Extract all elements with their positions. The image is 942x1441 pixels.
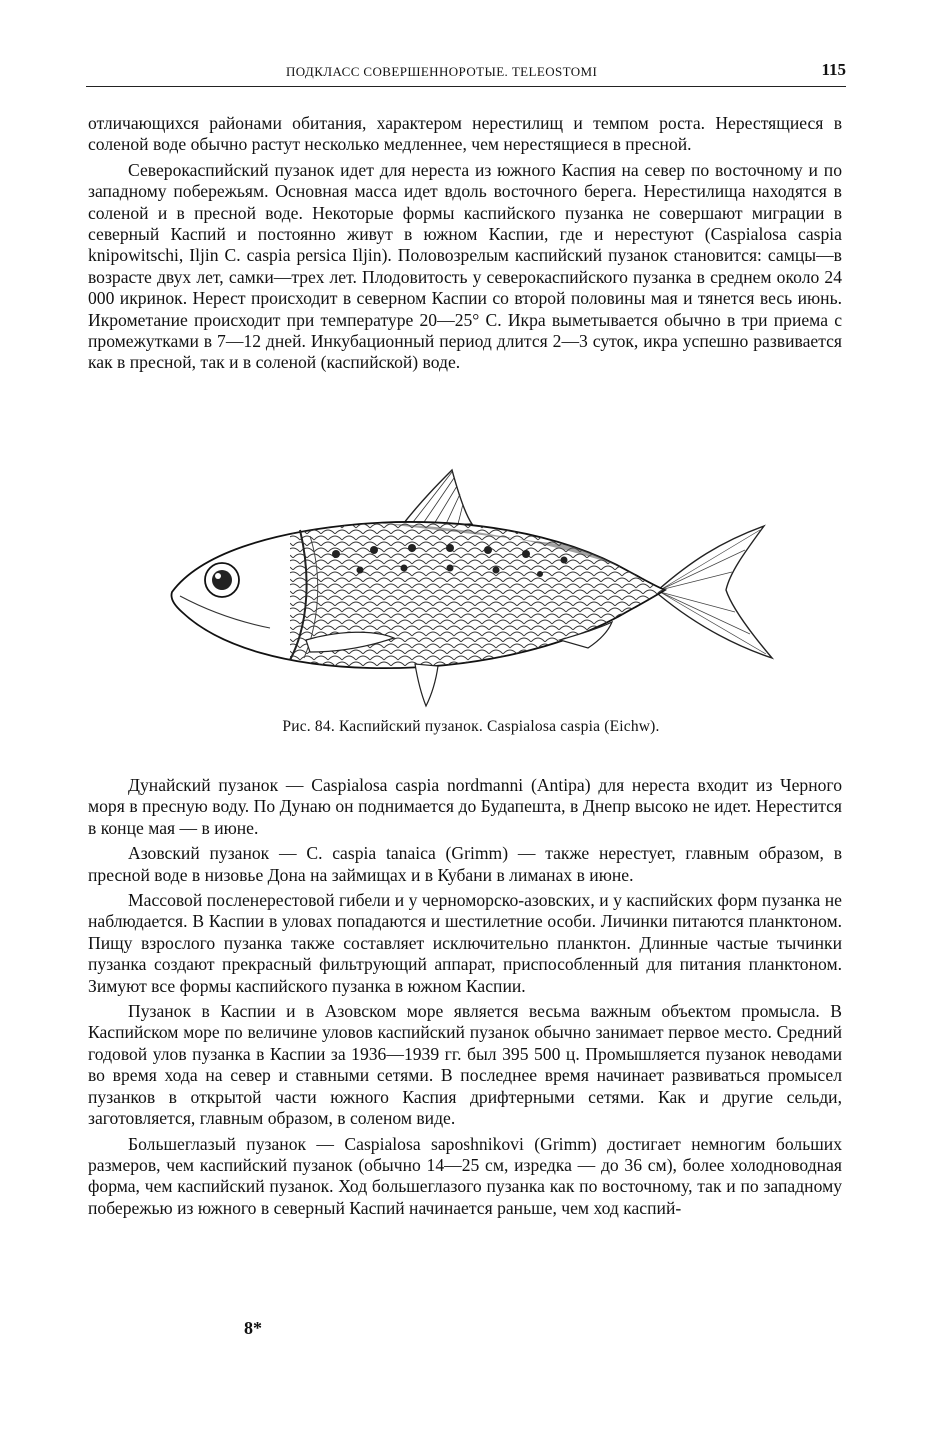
running-header xyxy=(86,62,846,87)
dorsal-fin xyxy=(400,470,472,528)
text-block-top xyxy=(88,113,842,374)
paragraph: отличающихся районами обитания, характером нерестилищ и темпом роста. Нерестящиеся в соленой воде обычно растут несколько медленнее, чем нерестящиеся в пресной. xyxy=(88,113,842,155)
tail-fin xyxy=(658,526,772,658)
text-block-bottom xyxy=(88,775,842,1219)
page-number: 115 xyxy=(821,60,846,79)
paragraph: Большеглазый пузанок — Caspialosa saposhnikovi (Grimm) достигает немногим больших размеров, чем каспийский пузанок (обычно 14—25 см, изредка — до 36 см), более холодноводная форма, чем каспийский пузанок. Ход большеглазого пузанка как по восточному, так и по западному побережью из южного в северный Каспий начинается раньше, чем ход каспий- xyxy=(88,1133,842,1218)
paragraph: Дунайский пузанок — Caspialosa caspia nordmanni (Antipa) для нереста входит из Черного моря в пресную воду. По Дунаю он поднимается до Будапешта, в Днепр высоко не идет. Нерестится в конце мая — в июне. xyxy=(88,775,842,838)
fish-illustration xyxy=(160,462,780,710)
header-title: ПОДКЛАСС СОВЕРШЕННОРОТЫЕ. TELEOSTOMI xyxy=(286,64,598,79)
figure-caption: Рис. 84. Каспийский пузанок. Caspialosa caspia (Eichw). xyxy=(282,718,660,735)
paragraph: Северокаспийский пузанок идет для нереста из южного Каспия на север по восточному и по западному побережьям. Основная масса идет вдоль восточного берега. Нерестилища находятся в соленой и в пресной воде. Некоторые формы каспийского пузанка не совершают миграции в северный Каспий и постоянно живут в южном Каспии, где и нерестуют (Caspialosa caspia knipowitschi, Iljin C. caspia persica Iljin). Половозрелым каспийский пузанок становится: самцы—в возрасте двух лет, самки—трех лет. Плодовитость у северокаспийского пузанка в среднем около 24 000 икринок. Нерест происходит в северном Каспии со второй половины мая и тянется весь июнь. Икрометание происходит при температуре 20—25° С. Икра выметывается обычно в три приема с промежутками в 7—12 дней. Инкубационный период длится 2—3 суток, икра успешно развивается как в пресной, так и в соленой (каспийской) воде. xyxy=(88,159,842,373)
pelvic-fin xyxy=(415,664,438,706)
paragraph: Пузанок в Каспии и в Азовском море является весьма важным объектом промысла. В Каспийском море по величине уловов каспийский пузанок обычно занимает первое место. Средний годовой улов пузанка в Каспии за 1936—1939 гг. был 395 500 ц. Промышляется пузанок неводами во время хода на север и ставными сетями. В последнее время начинает развиваться промысел пузанков в открытой части южного Каспия дрифтерными сетями. Как и другие сельди, заготовляется, главным образом, в соленом виде. xyxy=(88,1001,842,1129)
paragraph: Азовский пузанок — C. caspia tanaica (Grimm) — также нерестует, главным образом, в пресной воде в низовье Дона на займищах и в Кубани в лиманах в июне. xyxy=(88,843,842,885)
caspian-shad-drawing xyxy=(160,462,780,710)
signature-mark: 8* xyxy=(244,1318,262,1338)
paragraph: Массовой посленерестовой гибели и у черноморско-азовских, и у каспийских форм пузанка не наблюдается. В Каспии в уловах попадаются и шестилетние особи. Личинки питаются планктоном. Пищу взрослого пузанка также составляет исключительно планктон. Длинные частые тычинки пузанка создают прекрасный фильтрующий аппарат, приспособленный для питания планктоном. Зимуют все формы каспийского пузанка в южном Каспии. xyxy=(88,890,842,996)
